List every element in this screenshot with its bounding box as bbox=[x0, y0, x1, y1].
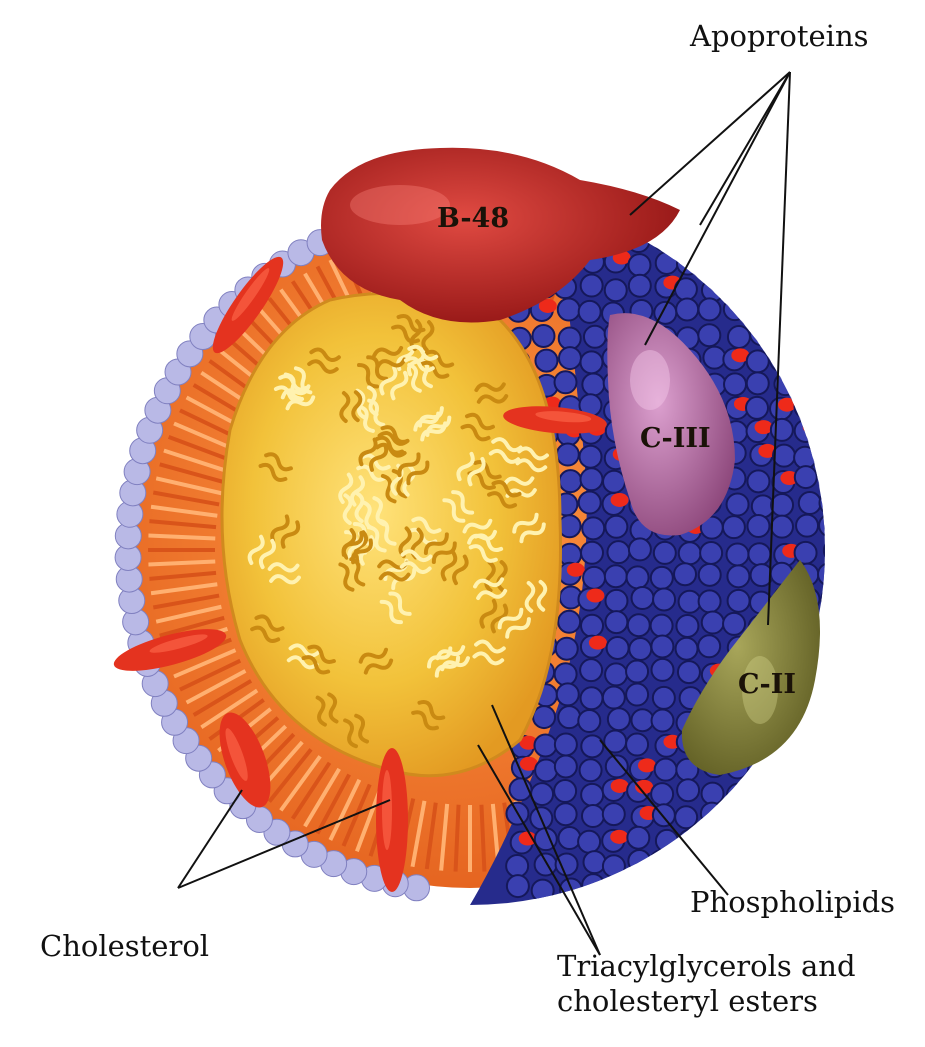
phospholipid-bead bbox=[554, 780, 576, 802]
phospholipid-bead bbox=[701, 253, 723, 275]
phospholipid-bead bbox=[727, 784, 749, 806]
phospholipid-bead bbox=[747, 830, 769, 852]
phospholipid-bead bbox=[581, 784, 603, 806]
phospholipid-bead bbox=[605, 663, 627, 685]
phospholipid-bead bbox=[771, 516, 793, 538]
phospholipid-bead bbox=[800, 851, 822, 873]
phospholipid-bead bbox=[700, 542, 722, 564]
phospholipid-bead bbox=[558, 299, 580, 321]
phospholipid-bead bbox=[652, 710, 674, 732]
phospholipid-bead bbox=[747, 852, 769, 874]
phospholipid-bead bbox=[581, 351, 603, 373]
phospholipid-bead bbox=[770, 807, 792, 829]
cholesterol-head bbox=[831, 470, 849, 484]
phospholipid-bead bbox=[727, 543, 749, 565]
label-cholesterol: Cholesterol bbox=[40, 929, 210, 963]
phospholipid-bead bbox=[579, 301, 601, 323]
phospholipid-bead bbox=[558, 827, 580, 849]
phospholipid-bead bbox=[675, 806, 697, 828]
phospholipid-bead bbox=[581, 687, 603, 709]
cholesterol-head bbox=[589, 636, 607, 650]
phospholipid-bead bbox=[750, 323, 772, 345]
cholesterol-head bbox=[639, 878, 657, 892]
phospholipid-bead bbox=[747, 350, 769, 372]
phospholipid-bead bbox=[603, 687, 625, 709]
phospholipid-bead bbox=[770, 850, 792, 872]
phospholipid-bead bbox=[582, 517, 604, 539]
phospholipid-bead bbox=[605, 516, 627, 538]
phospholipid-bead bbox=[650, 850, 672, 872]
phospholipid-bead bbox=[631, 709, 653, 731]
phospholipid-bead bbox=[581, 735, 603, 757]
phospholipid-bead bbox=[631, 878, 653, 900]
phospholipid-bead bbox=[771, 419, 793, 441]
c3-label: C-III bbox=[640, 423, 711, 454]
phospholipid-bead bbox=[748, 543, 770, 565]
phospholipid-bead bbox=[796, 347, 818, 369]
phospholipid-bead bbox=[627, 566, 649, 588]
phospholipid-bead bbox=[606, 755, 628, 777]
phospholipid-bead bbox=[557, 444, 579, 466]
phospholipid-bead bbox=[822, 831, 844, 853]
phospholipid-bead bbox=[727, 808, 749, 830]
phospholipid-bead bbox=[676, 638, 698, 660]
phospholipid-bead bbox=[628, 850, 650, 872]
phospholipid-bead bbox=[747, 515, 769, 537]
label-apoproteins: Apoproteins bbox=[690, 19, 869, 53]
phospholipid-bead bbox=[771, 830, 793, 852]
phospholipid-bead bbox=[605, 611, 627, 633]
phospholipid-bead bbox=[701, 803, 723, 825]
phospholipid-bead bbox=[651, 567, 673, 589]
phospholipid-bead bbox=[746, 274, 768, 296]
phospholipid-bead bbox=[578, 710, 600, 732]
phospholipid-bead bbox=[749, 806, 771, 828]
phospholipid-bead bbox=[823, 781, 845, 803]
phospholipid-bead bbox=[628, 614, 650, 636]
phospholipid-bead bbox=[558, 611, 580, 633]
phospholipid-bead bbox=[795, 466, 817, 488]
phospholipid-bead bbox=[747, 372, 769, 394]
phospholipid-bead bbox=[820, 420, 842, 442]
phospholipid-bead bbox=[723, 516, 745, 538]
phospholipid-bead bbox=[823, 661, 845, 683]
phospholipid-bead bbox=[797, 754, 819, 776]
phospholipid-bead bbox=[555, 733, 577, 755]
phospholipid-bead bbox=[580, 446, 602, 468]
phospholipid-bead bbox=[728, 590, 750, 612]
phospholipid-bead bbox=[557, 683, 579, 705]
phospholipid-bead bbox=[771, 494, 793, 516]
phospholipid-bead bbox=[819, 850, 841, 872]
phospholipid-bead bbox=[629, 275, 651, 297]
cholesterol-head bbox=[778, 398, 796, 412]
cholesterol-head bbox=[826, 615, 844, 629]
phospholipid-bead bbox=[770, 349, 792, 371]
phospholipid-bead bbox=[626, 661, 648, 683]
phospholipid-bead bbox=[798, 372, 820, 394]
cholesterol-head bbox=[735, 275, 753, 289]
phospholipid-bead bbox=[699, 590, 721, 612]
phospholipid-bead bbox=[651, 783, 673, 805]
phospholipid-bead bbox=[795, 396, 817, 418]
phospholipid-bead bbox=[579, 492, 601, 514]
phospholipid-bead bbox=[656, 252, 678, 274]
phospholipid-bead bbox=[702, 279, 724, 301]
cholesterol-head bbox=[832, 540, 850, 554]
phospholipid-bead bbox=[796, 515, 818, 537]
phospholipid-bead bbox=[556, 853, 578, 875]
leader-apoproteins-b48 bbox=[630, 72, 790, 215]
phospholipid-bead bbox=[580, 468, 602, 490]
phospholipid-bead bbox=[654, 542, 676, 564]
phospholipid-bead bbox=[583, 567, 605, 589]
phospholipid-bead bbox=[581, 615, 603, 637]
cholesterol-head bbox=[664, 879, 682, 893]
phospholipid-bead bbox=[555, 803, 577, 825]
cholesterol-head bbox=[611, 493, 629, 507]
phospholipid-bead bbox=[607, 541, 629, 563]
cholesterol-head bbox=[831, 661, 849, 675]
cholesterol-head bbox=[586, 589, 604, 603]
phospholipid-bead bbox=[773, 784, 795, 806]
phospholipid-bead bbox=[820, 323, 842, 345]
phospholipid-bead bbox=[820, 711, 842, 733]
phospholipid-bead bbox=[653, 588, 675, 610]
phospholipid-bead bbox=[821, 347, 843, 369]
phospholipid-bead bbox=[535, 350, 557, 372]
phospholipid-bead bbox=[581, 275, 603, 297]
label-triacylglycerols-line1: Triacylglycerols and bbox=[557, 949, 856, 983]
phospholipid-bead bbox=[797, 228, 819, 250]
phospholipid-bead bbox=[795, 828, 817, 850]
phospholipid-bead bbox=[822, 447, 844, 469]
phospholipid-bead bbox=[584, 326, 606, 348]
phospholipid-bead bbox=[728, 326, 750, 348]
phospholipid-bead bbox=[676, 298, 698, 320]
phospholipid-bead bbox=[607, 637, 629, 659]
phospholipid-bead bbox=[555, 371, 577, 393]
phospholipid-bead bbox=[775, 279, 797, 301]
phospholipid-bead bbox=[776, 229, 798, 251]
phospholipid-bead bbox=[819, 372, 841, 394]
phospholipid-bead bbox=[819, 514, 841, 536]
phospholipid-bead bbox=[629, 638, 651, 660]
phospholipid-bead bbox=[821, 274, 843, 296]
phospholipid-bead bbox=[676, 615, 698, 637]
phospholipid-bead bbox=[533, 706, 555, 728]
cholesterol-head bbox=[808, 325, 826, 339]
phospholipid-bead bbox=[629, 538, 651, 560]
cholesterol-head bbox=[803, 420, 821, 434]
phospholipid-bead bbox=[724, 298, 746, 320]
phospholipid-bead bbox=[582, 374, 604, 396]
phospholipid-bead bbox=[651, 635, 673, 657]
phospholipid-bead bbox=[698, 324, 720, 346]
phospholipid-bead bbox=[797, 274, 819, 296]
phospholipid-bead bbox=[726, 854, 748, 876]
phospholipid-bead bbox=[608, 708, 630, 730]
phospholipid-bead bbox=[582, 874, 604, 896]
phospholipid-bead bbox=[795, 420, 817, 442]
phospholipid-bead bbox=[558, 706, 580, 728]
phospholipid-bead bbox=[724, 373, 746, 395]
cholesterol-head bbox=[830, 447, 848, 461]
phospholipid-bead bbox=[535, 854, 557, 876]
phospholipid-bead bbox=[555, 755, 577, 777]
phospholipid-bead bbox=[773, 445, 795, 467]
phospholipid-bead bbox=[651, 659, 673, 681]
phospholipid-bead bbox=[822, 634, 844, 656]
phospholipid-bead bbox=[748, 255, 770, 277]
label-phospholipids: Phospholipids bbox=[690, 885, 896, 919]
cholesterol-head bbox=[610, 830, 628, 844]
phospholipid-bead bbox=[795, 303, 817, 325]
phospholipid-bead bbox=[771, 759, 793, 781]
phospholipid-bead bbox=[605, 279, 627, 301]
phospholipid-bead bbox=[773, 324, 795, 346]
phospholipid-bead bbox=[798, 781, 820, 803]
phospholipid-bead bbox=[799, 733, 821, 755]
cholesterol-molecule bbox=[376, 748, 408, 892]
phospholipid-bead bbox=[555, 663, 577, 685]
phospholipid-bead bbox=[627, 827, 649, 849]
phospholipid-bead bbox=[534, 734, 556, 756]
phospholipid-bead bbox=[556, 638, 578, 660]
phospholipid-bead bbox=[727, 275, 749, 297]
phospholipid-bead bbox=[728, 830, 750, 852]
phospholipid-bead bbox=[775, 301, 797, 323]
cholesterol-head bbox=[781, 324, 799, 338]
phospholipid-bead bbox=[679, 591, 701, 613]
phospholipid-bead bbox=[703, 347, 725, 369]
phospholipid-bead bbox=[626, 684, 648, 706]
phospholipid-bead bbox=[582, 805, 604, 827]
phospholipid-bead bbox=[702, 612, 724, 634]
phospholipid-bead bbox=[819, 805, 841, 827]
phospholipid-bead bbox=[822, 400, 844, 422]
phospholipid-bead bbox=[776, 256, 798, 278]
phospholipid-bead bbox=[626, 733, 648, 755]
phospholipid-bead bbox=[698, 298, 720, 320]
b48-label: B-48 bbox=[437, 203, 510, 234]
leader-cholesterol-a bbox=[178, 790, 242, 888]
phospholipid-bead bbox=[702, 783, 724, 805]
phospholipid-bead bbox=[824, 540, 846, 562]
phospholipid-bead bbox=[723, 229, 745, 251]
phospholipid-bead bbox=[799, 805, 821, 827]
phospholipid-bead bbox=[653, 687, 675, 709]
phospholipid-bead bbox=[532, 325, 554, 347]
phospholipid-bead bbox=[578, 831, 600, 853]
phospholipid-bead bbox=[823, 228, 845, 250]
phospholipid-bead bbox=[679, 542, 701, 564]
phospholipid-bead bbox=[603, 471, 625, 493]
phospholipid-bead bbox=[798, 254, 820, 276]
cholesterol-head bbox=[611, 779, 629, 793]
phospholipid-bead bbox=[818, 252, 840, 274]
phospholipid-bead bbox=[723, 613, 745, 635]
phospholipid-bead bbox=[750, 228, 772, 250]
phospholipid-bead bbox=[674, 563, 696, 585]
phospholipid-bead bbox=[674, 232, 696, 254]
phospholipid-bead bbox=[795, 542, 817, 564]
leader-apoproteins-surface bbox=[700, 72, 790, 225]
phospholipid-bead bbox=[507, 875, 529, 897]
phospholipid-bead bbox=[819, 492, 841, 514]
phospholipid-bead bbox=[583, 851, 605, 873]
cholesterol-head bbox=[803, 828, 821, 842]
label-triacylglycerols-line2: cholesteryl esters bbox=[557, 984, 818, 1018]
phospholipid-bead bbox=[699, 564, 721, 586]
phospholipid-bead bbox=[532, 880, 554, 902]
cholesterol-head bbox=[615, 875, 633, 889]
phospholipid-bead bbox=[603, 855, 625, 877]
phospholipid-bead bbox=[535, 759, 557, 781]
phospholipid-bead bbox=[818, 563, 840, 585]
phospholipid-bead bbox=[819, 733, 841, 755]
phospholipid-bead bbox=[704, 829, 726, 851]
phospholipid-bead bbox=[506, 855, 528, 877]
phospholipid-bead bbox=[824, 683, 846, 705]
phospholipid-bead bbox=[605, 590, 627, 612]
phospholipid-bead bbox=[559, 470, 581, 492]
phospholipid-bead bbox=[580, 759, 602, 781]
phospholipid-bead bbox=[723, 254, 745, 276]
phospholipid-bead bbox=[750, 779, 772, 801]
phospholipid-bead bbox=[559, 347, 581, 369]
phospholipid-bead bbox=[580, 659, 602, 681]
phospholipid-bead bbox=[823, 758, 845, 780]
phospholipid-bead bbox=[655, 759, 677, 781]
phospholipid-bead bbox=[656, 830, 678, 852]
phospholipid-bead bbox=[603, 803, 625, 825]
phospholipid-bead bbox=[698, 635, 720, 657]
phospholipid-bead bbox=[678, 661, 700, 683]
phospholipid-bead bbox=[628, 254, 650, 276]
phospholipid-bead bbox=[821, 588, 843, 610]
phospholipid-bead bbox=[799, 492, 821, 514]
phospholipid-bead bbox=[656, 879, 678, 901]
phospholipid-bead bbox=[727, 493, 749, 515]
phospholipid-bead bbox=[607, 875, 629, 897]
phospholipid-bead bbox=[749, 300, 771, 322]
c2-label: C-II bbox=[738, 669, 796, 700]
phospholipid-bead bbox=[605, 565, 627, 587]
phospholipid-bead bbox=[800, 325, 822, 347]
phospholipid-bead bbox=[581, 542, 603, 564]
cholesterol-head bbox=[638, 758, 656, 772]
phospholipid-bead bbox=[747, 470, 769, 492]
phospholipid-bead bbox=[651, 615, 673, 637]
phospholipid-bead bbox=[823, 470, 845, 492]
phospholipid-bead bbox=[746, 397, 768, 419]
cholesterol-head bbox=[567, 563, 585, 577]
phospholipid-bead bbox=[632, 587, 654, 609]
cholesterol-head bbox=[755, 420, 773, 434]
phospholipid-bead bbox=[821, 303, 843, 325]
phospholipid-bead bbox=[818, 615, 840, 637]
phospholipid-bead bbox=[727, 565, 749, 587]
cholesterol-head bbox=[806, 372, 824, 386]
phospholipid-bead bbox=[677, 779, 699, 801]
